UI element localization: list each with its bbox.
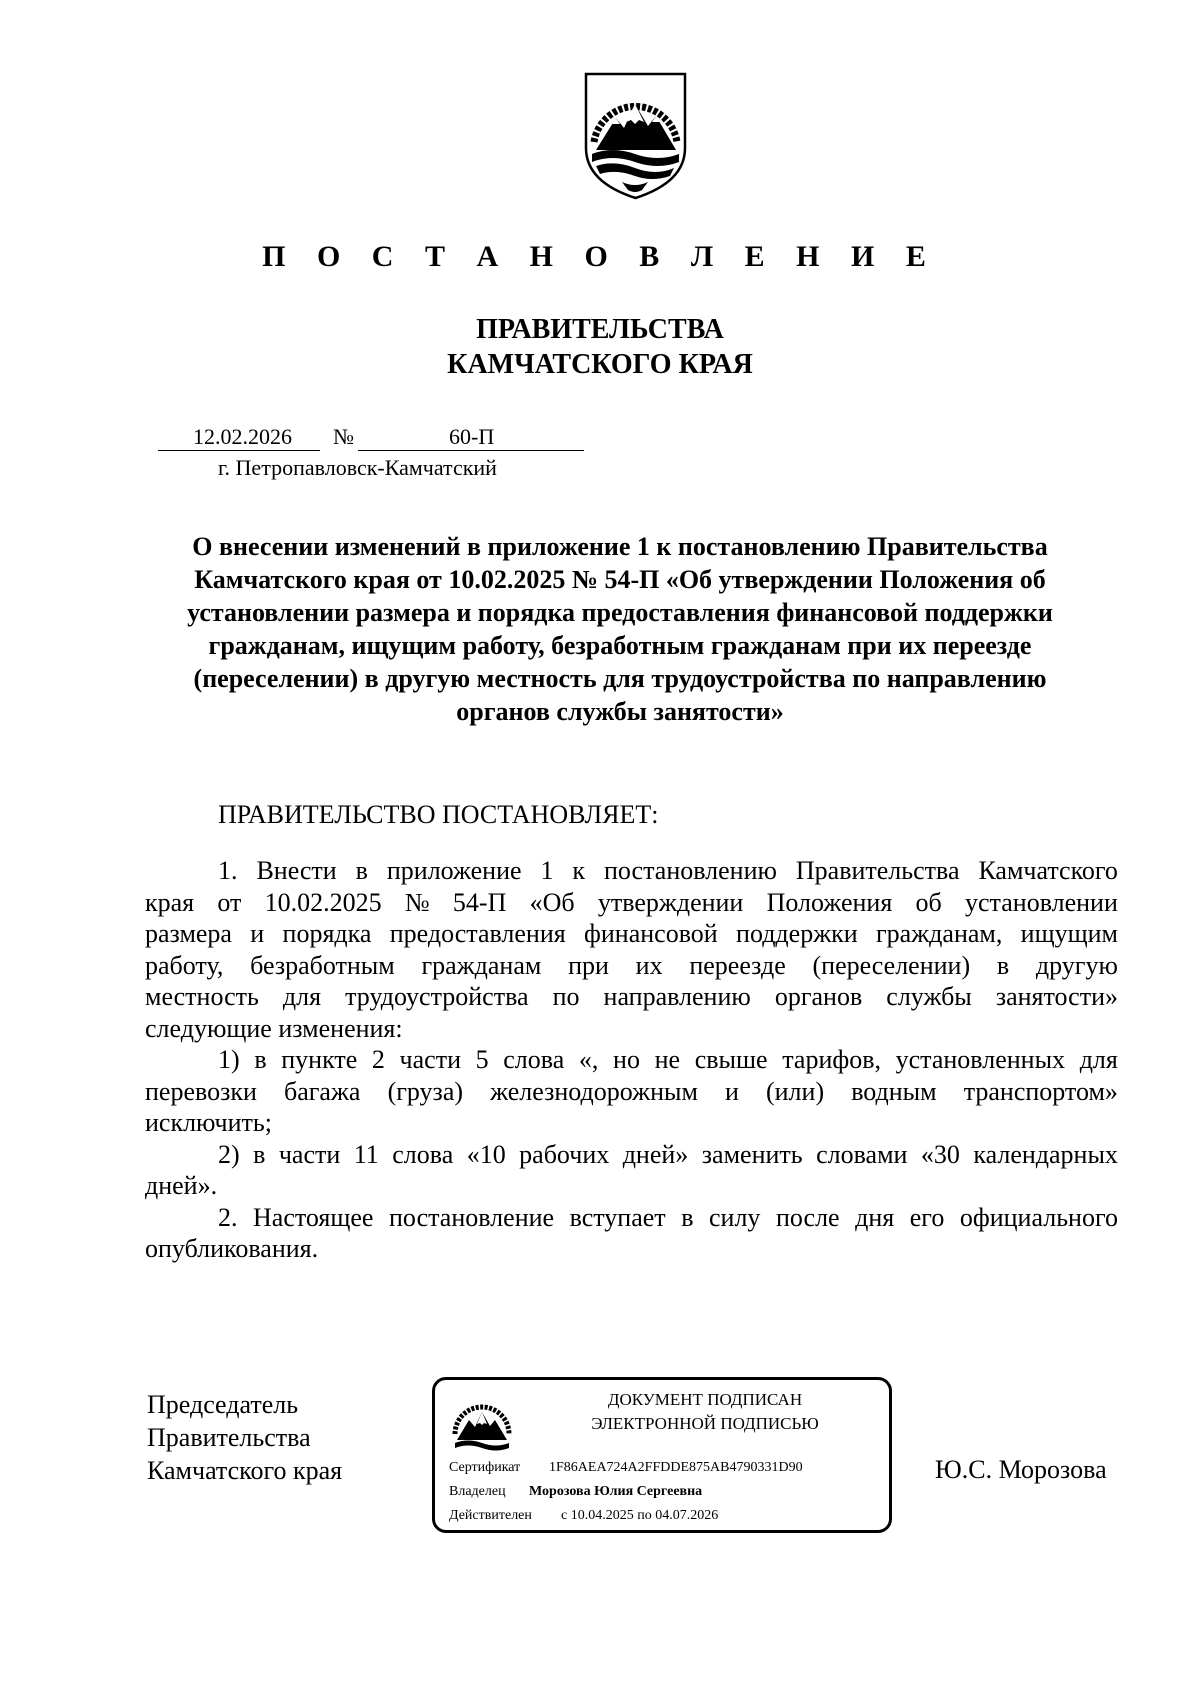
body-word: приложение xyxy=(386,856,522,885)
body-word: Настоящее xyxy=(253,1202,374,1232)
body-line xyxy=(145,1202,1118,1234)
body-word: его xyxy=(909,1202,945,1232)
body-line: дней». xyxy=(145,1171,218,1200)
body-line: исключить; xyxy=(145,1108,272,1137)
issuer-line: КАМЧАТСКОГО КРАЯ xyxy=(447,349,753,380)
body-word: слова xyxy=(392,1139,454,1169)
body-word: 1. xyxy=(218,856,238,885)
owner-value: Морозова Юлия Сергеевна xyxy=(529,1484,703,1499)
registration-line xyxy=(158,424,584,454)
body-word: ищущим xyxy=(1020,919,1118,948)
body-word: края xyxy=(145,887,195,917)
body-line xyxy=(145,855,1118,887)
number-sign: № xyxy=(333,424,354,449)
document-body xyxy=(145,855,1118,1265)
document-number: 60-П xyxy=(449,424,495,449)
body-word: размера xyxy=(145,919,232,948)
body-word: постановление xyxy=(389,1202,555,1232)
body-word: в xyxy=(355,856,368,885)
body-line xyxy=(145,1139,1118,1171)
body-word: вступает xyxy=(569,1202,666,1232)
body-word: Внести xyxy=(256,856,337,885)
issuer-block xyxy=(0,312,1200,382)
body-word: заменить xyxy=(701,1139,803,1169)
subject-line: органов службы занятости» xyxy=(456,697,784,726)
body-word: Камчатского xyxy=(978,856,1118,885)
stamp-title-line: ДОКУМЕНТ ПОДПИСАН xyxy=(607,1390,803,1409)
body-word: тарифов, xyxy=(782,1045,881,1074)
body-word: переезде xyxy=(689,950,786,980)
body-word: в xyxy=(253,1139,266,1169)
body-word: гражданам, xyxy=(876,919,1003,948)
body-word: рабочих xyxy=(519,1139,610,1169)
body-word: «10 xyxy=(466,1139,506,1169)
document-subject xyxy=(140,530,1100,728)
subject-line: О внесении изменений в приложение 1 к постановлению Правительства xyxy=(192,532,1048,561)
body-word: местность xyxy=(145,982,259,1011)
coat-of-arms-icon xyxy=(582,70,689,202)
body-word: части xyxy=(399,1045,461,1074)
body-word: дней» xyxy=(622,1139,689,1169)
body-word: 2) xyxy=(218,1139,240,1169)
body-word: «Об xyxy=(529,887,575,917)
body-line xyxy=(145,887,1118,919)
body-word: по xyxy=(552,982,580,1011)
body-word: трудоустройства xyxy=(345,982,529,1011)
signatory-title-line: Правительства xyxy=(147,1423,311,1452)
body-word: службы xyxy=(886,982,972,1011)
body-word: порядка xyxy=(282,919,372,948)
body-line: следующие изменения: xyxy=(145,1013,403,1043)
body-word: направлению xyxy=(603,982,751,1011)
body-word: 5 xyxy=(475,1045,489,1074)
subject-line: Камчатского края от 10.02.2025 № 54-П «Об утверждении Положения об xyxy=(194,565,1046,594)
body-word: железнодорожным xyxy=(490,1076,698,1106)
body-word: Положения xyxy=(766,887,893,917)
body-word: официального xyxy=(959,1202,1118,1232)
electronic-signature-stamp xyxy=(432,1377,892,1533)
body-word: не xyxy=(654,1045,681,1074)
body-word: транспортом» xyxy=(963,1076,1118,1106)
body-word: «30 xyxy=(920,1139,960,1169)
stamp-owner-row xyxy=(449,1484,702,1500)
body-word: перевозки xyxy=(145,1076,257,1106)
body-word: работу, xyxy=(145,950,224,980)
body-word: для xyxy=(1079,1045,1118,1074)
coat-of-arms-icon xyxy=(451,1394,513,1456)
number-underline xyxy=(358,450,584,451)
body-word: (груза) xyxy=(387,1076,464,1106)
body-word: 1 xyxy=(540,856,554,885)
body-line: опубликования. xyxy=(145,1234,319,1263)
issuer-line: ПРАВИТЕЛЬСТВА xyxy=(476,314,724,345)
body-word: пункте xyxy=(281,1045,358,1074)
body-word: поддержки xyxy=(736,919,858,948)
body-word: гражданам xyxy=(421,950,542,980)
validity-label: Действителен xyxy=(449,1508,532,1523)
city: г. Петропавловск-Камчатский xyxy=(218,455,497,480)
body-word: органов xyxy=(774,982,863,1011)
body-word: предоставления xyxy=(389,919,566,948)
owner-label: Владелец xyxy=(449,1484,506,1499)
body-line xyxy=(145,1044,1118,1076)
stamp-certificate-row xyxy=(449,1460,803,1476)
body-line xyxy=(145,1076,1118,1108)
body-word: занятости» xyxy=(995,982,1118,1011)
body-word: словами xyxy=(816,1139,908,1169)
body-word: календарных xyxy=(973,1139,1118,1169)
body-word: 1) xyxy=(218,1045,240,1074)
subject-line: (переселении) в другую местность для трудоустройства по направлению xyxy=(193,664,1047,693)
body-word: Правительства xyxy=(795,856,960,885)
signatory-title xyxy=(147,1388,342,1487)
body-word: утверждении xyxy=(597,887,744,917)
stamp-title-line: ЭЛЕКТРОННОЙ ПОДПИСЬЮ xyxy=(591,1414,819,1433)
body-word: багажа xyxy=(284,1076,361,1106)
body-word: 11 xyxy=(353,1139,379,1169)
body-line xyxy=(145,950,1118,982)
validity-value: с 10.04.2025 по 04.07.2026 xyxy=(561,1508,719,1523)
body-word: об xyxy=(915,887,942,917)
signatory-title-line: Камчатского края xyxy=(147,1456,343,1485)
body-word: № xyxy=(404,887,430,917)
body-word: 2. xyxy=(218,1202,238,1232)
subject-line: гражданам, ищущим работу, безработным гражданам при их переезде xyxy=(208,631,1032,660)
body-word: безработным xyxy=(250,950,395,980)
body-word: «, xyxy=(578,1045,599,1074)
body-word: части xyxy=(278,1139,341,1169)
body-word: к xyxy=(572,856,586,885)
body-word: при xyxy=(568,950,609,980)
body-word: от xyxy=(217,887,242,917)
body-word: 2 xyxy=(371,1045,385,1074)
document-type-title: П О С Т А Н О В Л Е Н И Е xyxy=(262,240,938,273)
decree-heading: ПРАВИТЕЛЬСТВО ПОСТАНОВЛЯЕТ: xyxy=(218,800,659,829)
signatory-name: Ю.С. Морозова xyxy=(935,1455,1107,1484)
certificate-value: 1F86AEA724A2FFDDE875AB4790331D90 xyxy=(549,1460,803,1475)
body-word: для xyxy=(282,982,322,1011)
body-word: дня xyxy=(855,1202,895,1232)
body-word: постановлению xyxy=(604,856,777,885)
body-word: водным xyxy=(851,1076,937,1106)
subject-line: установлении размера и порядка предоставления финансовой поддержки xyxy=(187,598,1053,627)
body-word: установлении xyxy=(965,887,1118,917)
body-word: в xyxy=(681,1202,694,1232)
body-word: 54-П xyxy=(452,887,507,917)
date-underline xyxy=(158,450,320,451)
body-line xyxy=(145,918,1118,950)
certificate-label: Сертификат xyxy=(449,1460,521,1475)
body-word: и xyxy=(250,919,265,948)
body-line xyxy=(145,981,1118,1013)
body-word: но xyxy=(613,1045,640,1074)
body-word: свыше xyxy=(694,1045,768,1074)
signatory-title-line: Председатель xyxy=(147,1390,299,1419)
body-word: 10.02.2025 xyxy=(264,887,382,917)
body-word: другую xyxy=(1035,950,1118,980)
body-word: слова xyxy=(503,1045,565,1074)
body-word: их xyxy=(635,950,663,980)
body-word: и xyxy=(724,1076,739,1106)
body-word: после xyxy=(775,1202,840,1232)
body-word: финансовой xyxy=(584,919,718,948)
document-date: 12.02.2026 xyxy=(193,424,292,449)
body-word: в xyxy=(996,950,1010,980)
body-word: в xyxy=(254,1045,267,1074)
body-word: (или) xyxy=(765,1076,825,1106)
body-word: (переселении) xyxy=(812,950,971,980)
body-word: силу xyxy=(709,1202,761,1232)
stamp-validity-row xyxy=(449,1508,718,1524)
body-word: установленных xyxy=(895,1045,1066,1074)
